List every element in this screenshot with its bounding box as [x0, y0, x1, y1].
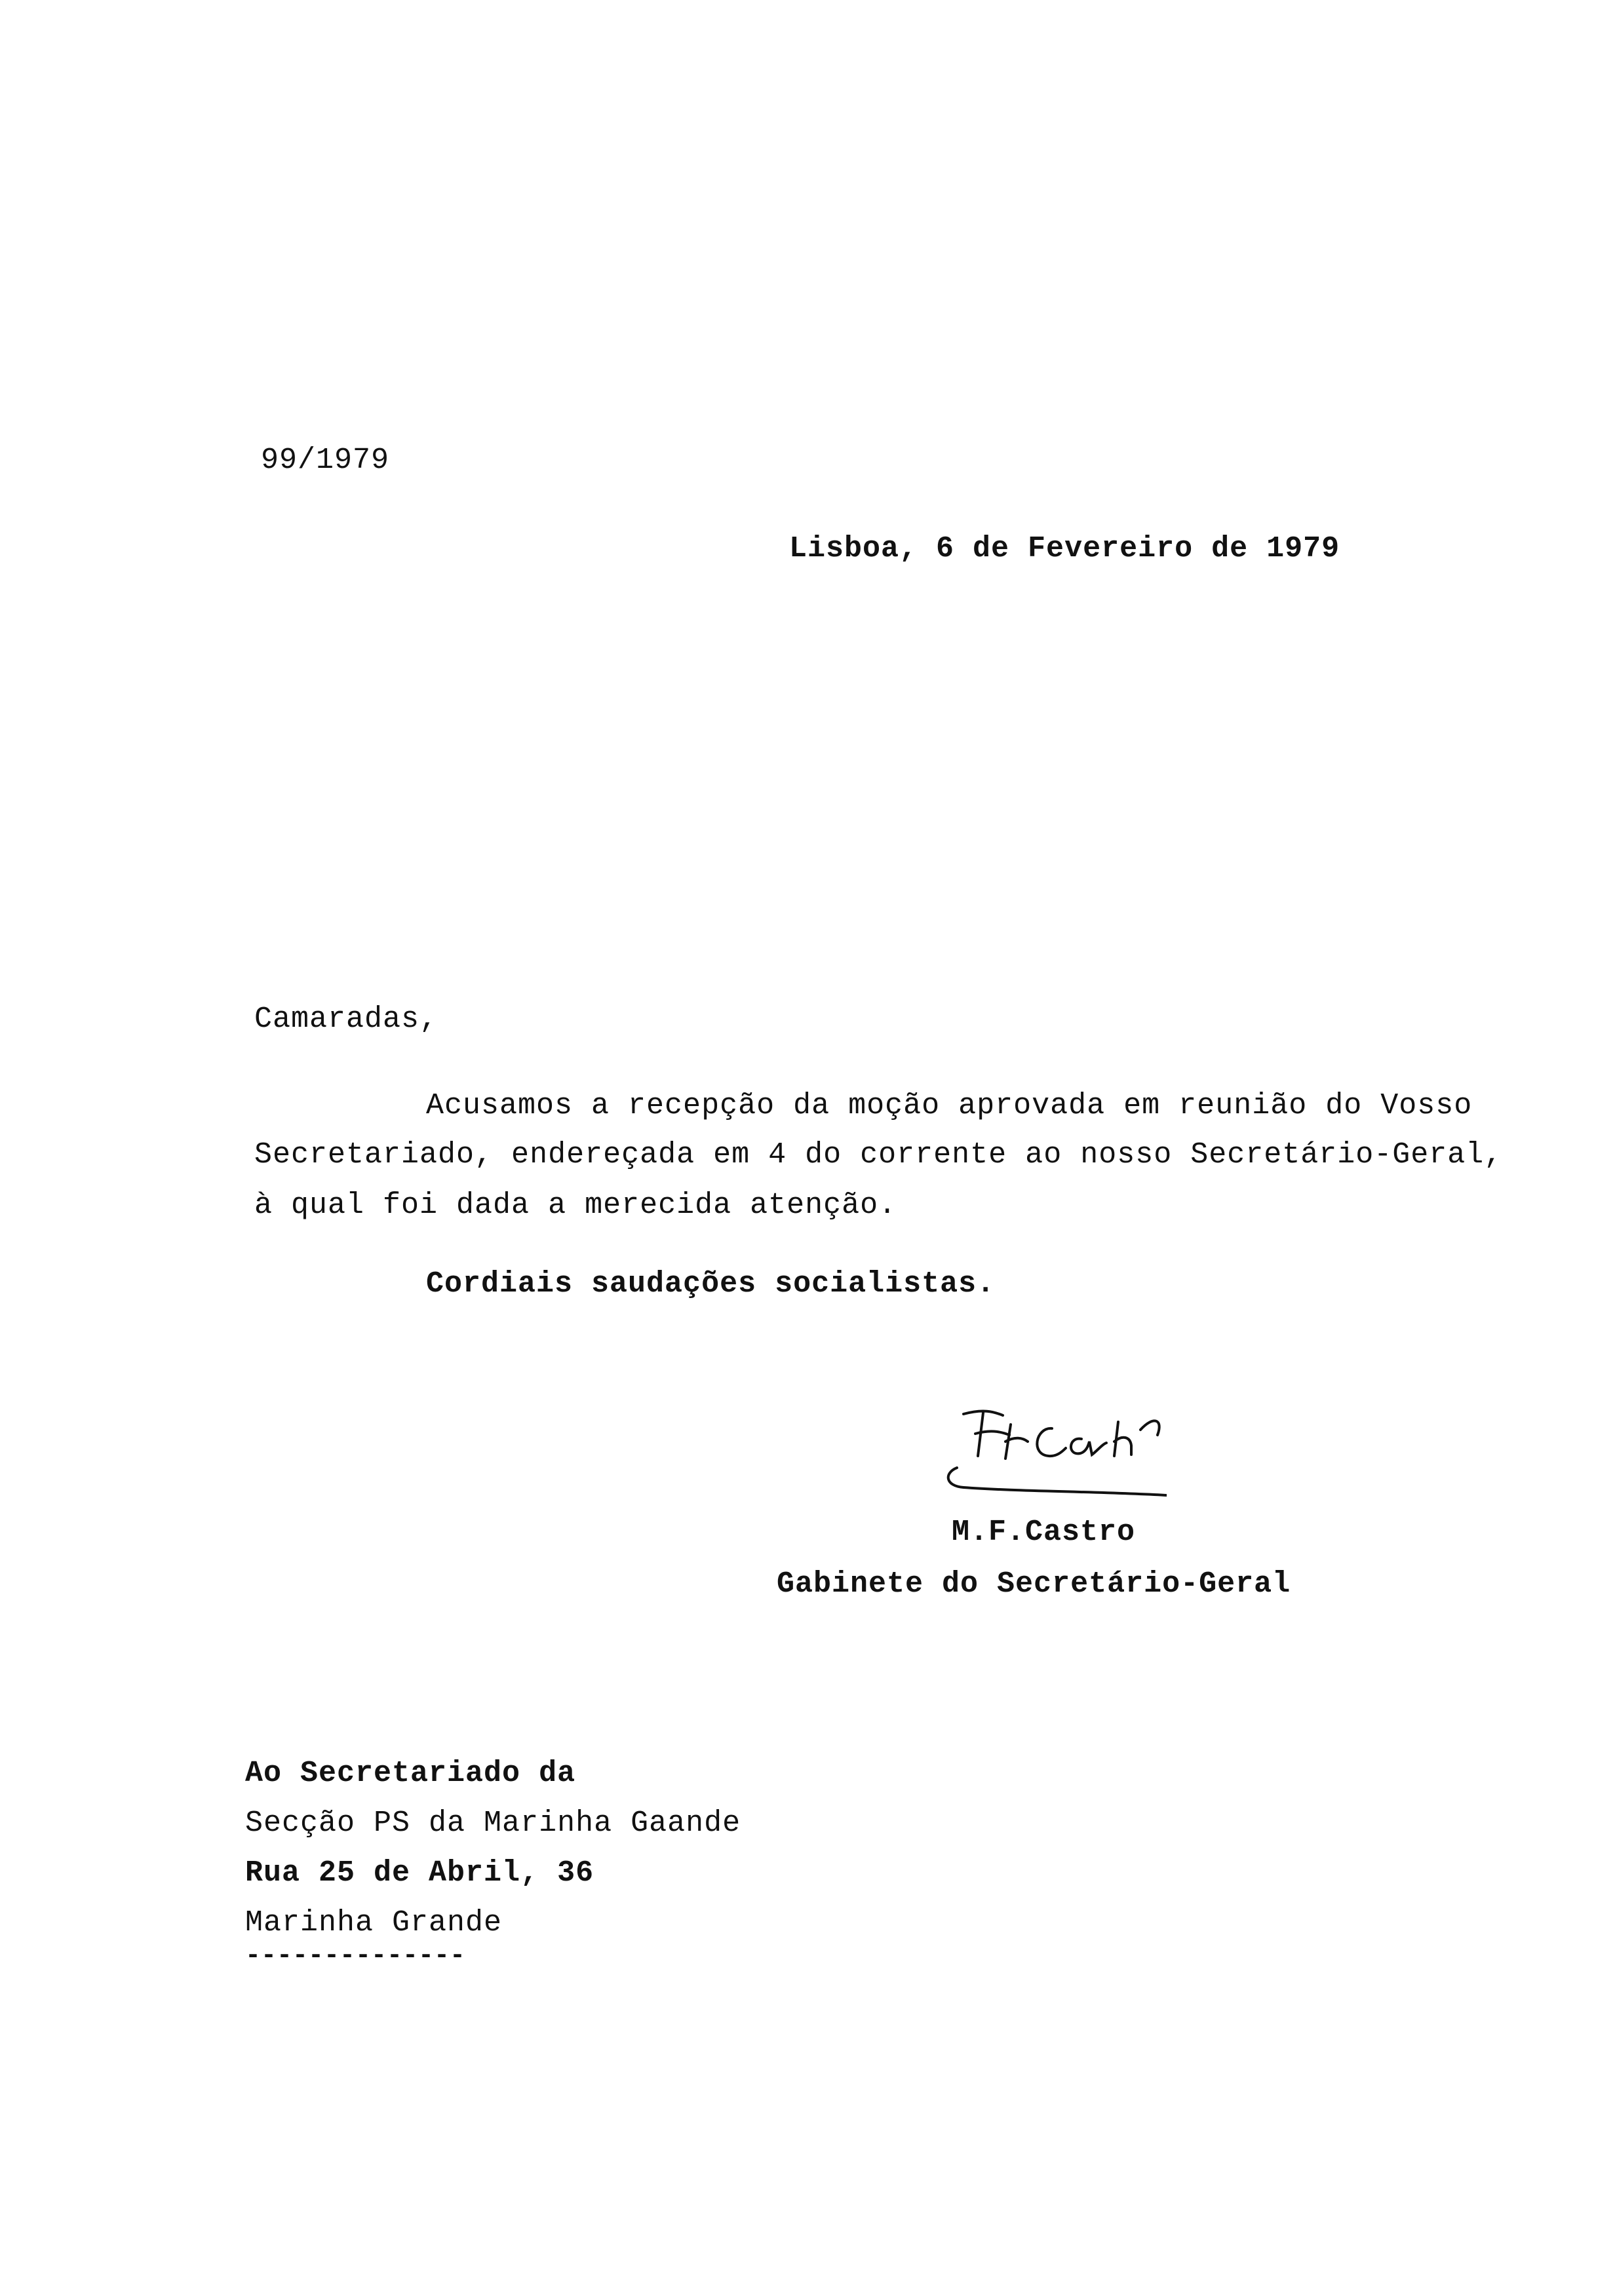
recipient-line: Ao Secretariado da — [245, 1757, 576, 1790]
closing-line: Cordiais saudações socialistas. — [426, 1267, 996, 1301]
handwritten-signature — [937, 1396, 1167, 1507]
reference-number: 99/1979 — [261, 444, 390, 477]
body-line: à qual foi dada a merecida atenção. — [254, 1189, 897, 1222]
recipient-underline: -------------- — [245, 1942, 466, 1971]
recipient-line: Marinha Grande — [245, 1906, 503, 1940]
body-line: Acusamos a recepção da moção aprovada em reunião do Vosso — [426, 1089, 1473, 1122]
salutation: Camaradas, — [254, 1003, 438, 1036]
body-line: Secretariado, endereçada em 4 do corrente ao nosso Secretário-Geral, — [254, 1138, 1503, 1172]
recipient-line: Secção PS da Marinha Gaande — [245, 1807, 741, 1840]
recipient-line: Rua 25 de Abril, 36 — [245, 1856, 594, 1890]
signer-name: M.F.Castro — [952, 1516, 1136, 1549]
date-line: Lisboa, 6 de Fevereiro de 1979 — [789, 532, 1340, 565]
signer-office: Gabinete do Secretário-Geral — [777, 1567, 1291, 1601]
